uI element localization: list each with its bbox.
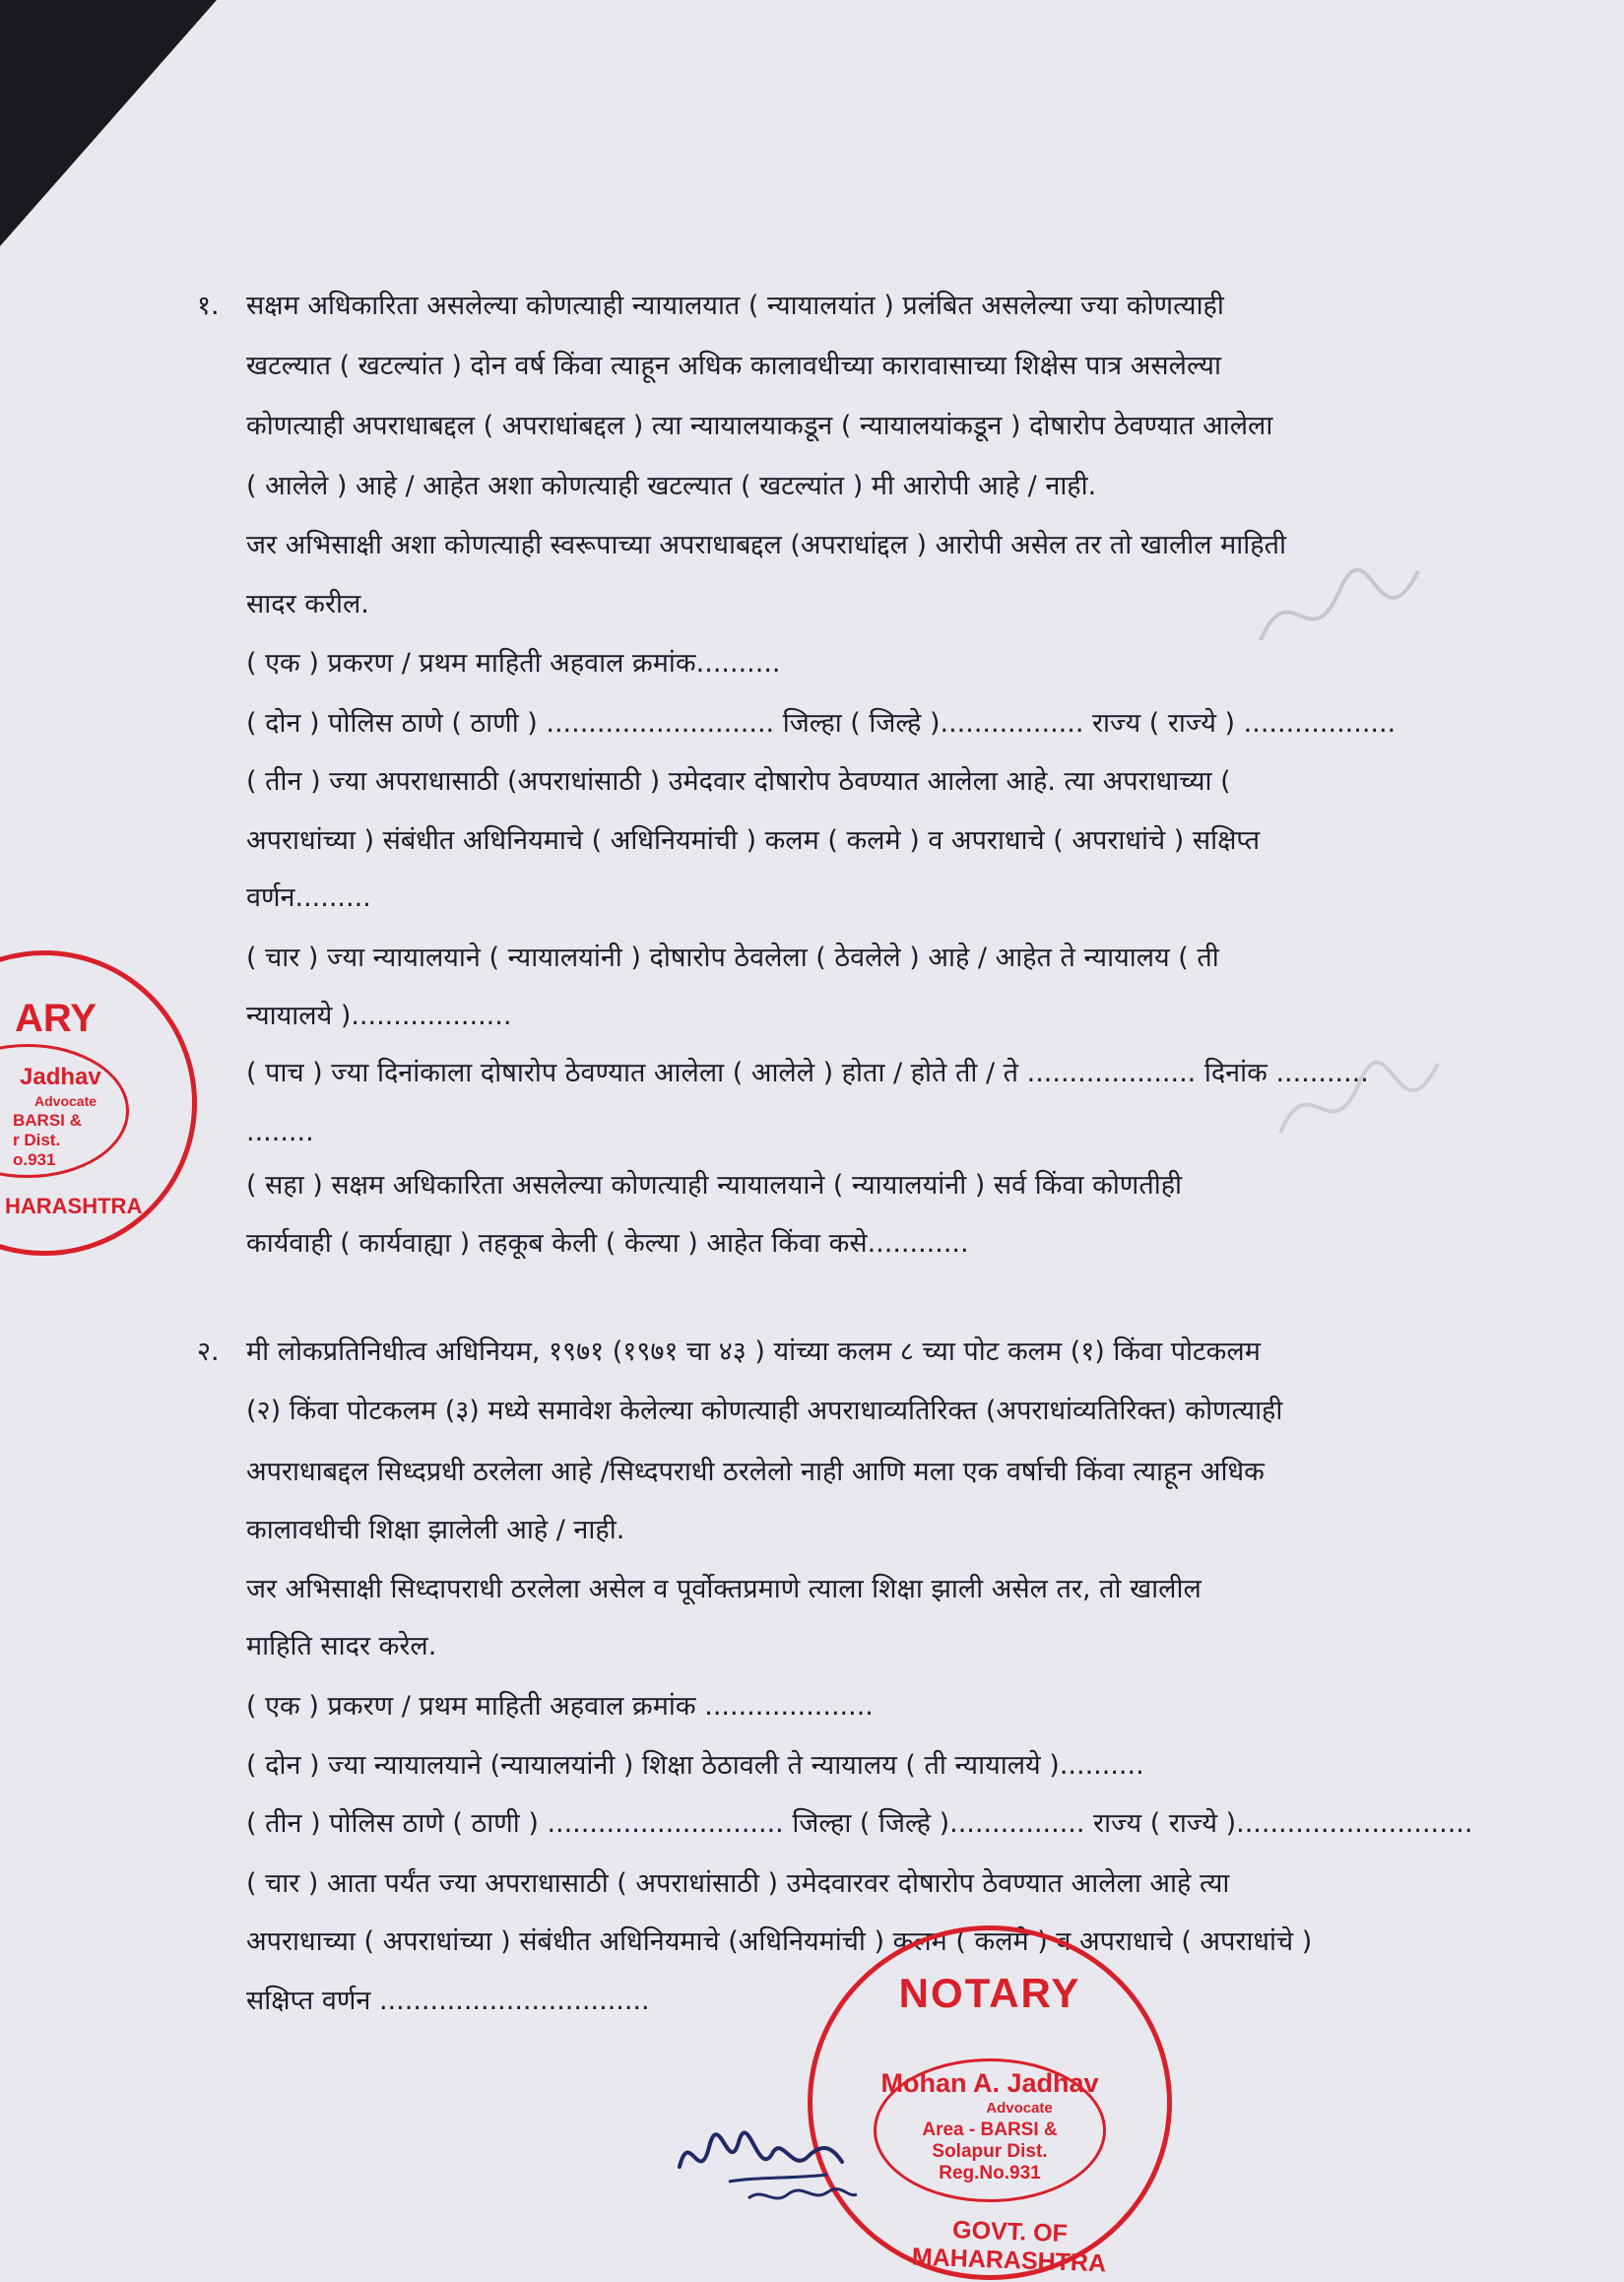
notary-stamp [808,1925,1172,2280]
stamp-title: NOTARY [898,1970,1081,2016]
section-2-line: सक्षिप्त वर्णन ................................ [246,1986,650,2016]
scan-corner-shadow [0,0,217,246]
stamp-name: Mohan A. Jadhav [880,2068,1099,2098]
section-1-line: ( पाच ) ज्या दिनांकाला दोषारोप ठेवण्यात आलेला ( आलेले ) होता / होते ती / ते .................... दिनांक ........... [246,1058,1369,1088]
left-notary-stamp [0,950,197,1256]
section-1-line: वर्णन......... [246,882,371,913]
stamp-reg: Reg.No.931 [939,2163,1041,2184]
stamp-role: Advocate [986,2100,1053,2117]
section-1-line: सादर करील. [246,589,369,619]
section-1-line: ( दोन ) पोलिस ठाणे ( ठाणी ) ........................... जिल्हा ( जिल्हे )................. राज्य ( राज्ये ) .................. [246,708,1397,739]
left-stamp-district: r Dist. [13,1131,61,1149]
left-stamp-role: Advocate [34,1093,97,1109]
section-1-line: ........ [246,1117,314,1147]
section-2-line: जर अभिसाक्षी सिध्दापराधी ठरलेला असेल व पूर्वोक्तप्रमाणे त्याला शिक्षा झाली असेल तर, तो खालील [246,1574,1202,1604]
section-1-line: न्यायालये )................... [246,1001,512,1031]
stamp-district: Solapur Dist. [932,2141,1048,2162]
section-2-line: (२) किंवा पोटकलम (३) मध्ये समावेश केलेल्या कोणत्याही अपराधाव्यतिरिक्त (अपराधांव्यतिरिक्त) कोणत्याही [246,1396,1283,1426]
section-1-line: ( सहा ) सक्षम अधिकारिता असलेल्या कोणत्याही न्यायालयाने ( न्यायालयांनी ) सर्व किंवा कोणतीही [246,1170,1183,1201]
section-1-line: जर अभिसाक्षी अशा कोणत्याही स्वरूपाच्या अपराधाबद्दल (अपराधांद्दल ) आरोपी असेल तर तो खालील माहिती [246,530,1286,560]
left-stamp-title: ARY [15,997,97,1040]
section-2-line: मी लोकप्रतिनिधीत्व अधिनियम, १९७१ (१९७१ चा ४३ ) यांच्या कलम ८ च्या पोट कलम (१) किंवा पोटकलम [246,1337,1261,1367]
faint-signature-top [1251,552,1428,670]
stamp-govt: GOVT. OF MAHARASHTRA [911,2215,1107,2278]
section-2-line: ( तीन ) पोलिस ठाणे ( ठाणी ) ............................ जिल्हा ( जिल्हे )................ राज्य ( राज्ये )............................ [246,1808,1473,1839]
section-1-line: कोणत्याही अपराधाबद्दल ( अपराधांबद्दल ) त्या न्यायालयाकडून ( न्यायालयांकडून ) दोषारोप ठेवण्यात आलेला [246,411,1273,441]
section-1-line: खटल्यात ( खटल्यांत ) दोन वर्ष किंवा त्याहून अधिक कालावधीच्या कारावासाच्या शिक्षेस पात्र असलेल्या [246,351,1221,381]
section-2-line: अपराधाबद्दल सिध्दप्रधी ठरलेला आहे /सिध्दपराधी ठरलेलो नाही आणि मला एक वर्षाची किंवा त्याहून अधिक [246,1457,1265,1487]
stamp-area: Area - BARSI & [922,2119,1058,2140]
left-stamp-name: Jadhav [20,1064,101,1090]
section-1-line: ( तीन ) ज्या अपराधासाठी (अपराधांसाठी ) उमेदवार दोषारोप ठेवण्यात आलेला आहे. त्या अपराधाच्या ( [246,766,1231,797]
section-2-line: ( चार ) आता पर्यंत ज्या अपराधासाठी ( अपराधांसाठी ) उमेदवारवर दोषारोप ठेवण्यात आलेला आहे त्या [246,1868,1230,1899]
section-2-line: ( दोन ) ज्या न्यायालयाने (न्यायालयांनी ) शिक्षा ठेठावली ते न्यायालय ( ती न्यायालये ).......... [246,1750,1144,1781]
left-stamp-reg: o.931 [13,1150,56,1169]
section-1-line: ( आलेले ) आहे / आहेत अशा कोणत्याही खटल्यात ( खटल्यांत ) मी आरोपी आहे / नाही. [246,471,1097,501]
section-1-line: कार्यवाही ( कार्यवाह्या ) तहकूब केली ( केल्या ) आहेत किंवा कसे............ [246,1228,969,1259]
section-2-line: ( एक ) प्रकरण / प्रथम माहिती अहवाल क्रमांक .................... [246,1691,874,1722]
section-2-line: माहिति सादर करेल. [246,1631,437,1662]
section-1-line: ( चार ) ज्या न्यायालयाने ( न्यायालयांनी ) दोषारोप ठेवलेला ( ठेवलेले ) आहे / आहेत ते न्यायालय ( ती [246,943,1219,973]
section-2-line: अपराधाच्या ( अपराधांच्या ) संबंधीत अधिनियमाचे (अधिनियमांची ) कलम ( कलमे ) व अपराधाचे ( अपराधांचे ) [246,1926,1313,1957]
section-1-number: १. [197,291,220,321]
section-1-line: सक्षम अधिकारिता असलेल्या कोणत्याही न्यायालयात ( न्यायालयांत ) प्रलंबित असलेल्या ज्या कोणत्याही [246,291,1224,321]
section-2-line: कालावधीची शिक्षा झालेली आहे / नाही. [246,1515,625,1545]
left-stamp-area: BARSI & [13,1111,82,1130]
faint-signature-middle [1270,1044,1448,1162]
section-2-number: २. [197,1337,220,1367]
section-1-line: अपराधांच्या ) संबंधीत अधिनियमाचे ( अधिनियमांची ) कलम ( कलमे ) व अपराधाचे ( अपराधांचे ) सक्षिप्त [246,825,1261,856]
left-stamp-govt: HARASHTRA [5,1194,143,1218]
section-1-line: ( एक ) प्रकरण / प्रथम माहिती अहवाल क्रमांक.......... [246,648,781,679]
notary-signature [670,2108,867,2216]
